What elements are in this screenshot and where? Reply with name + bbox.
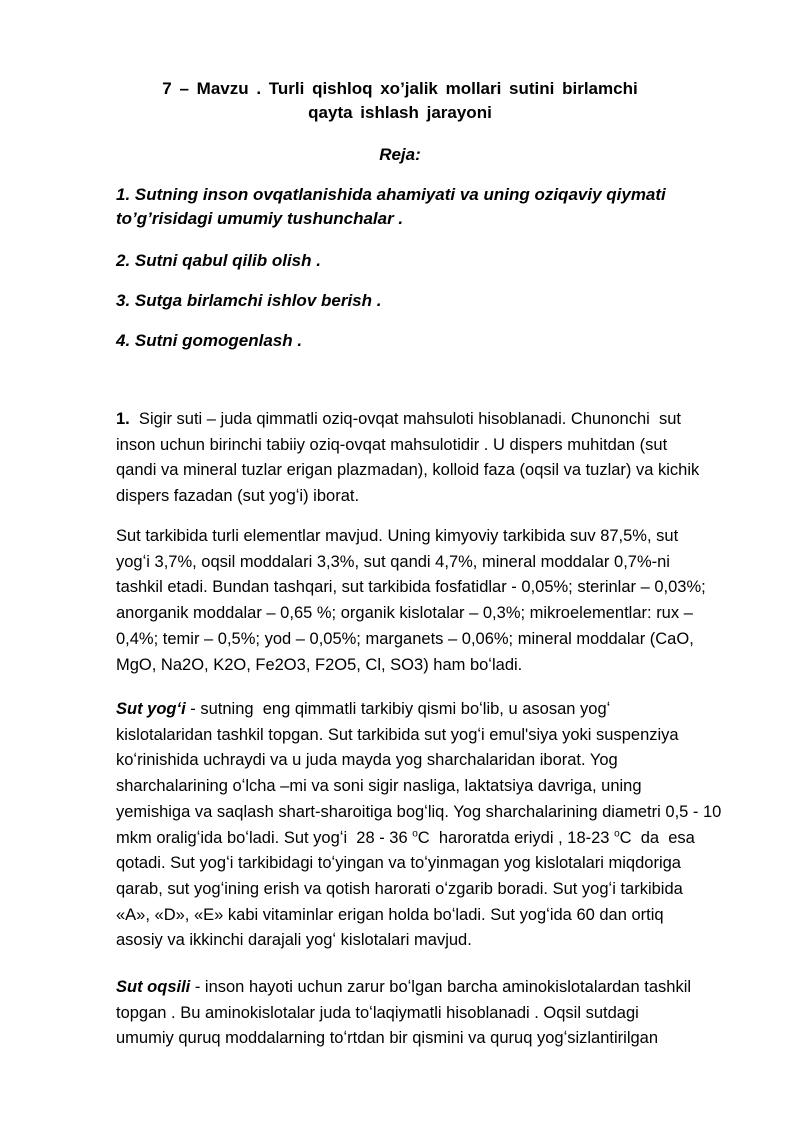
plan-item-2-line-1: 2. Sutni qabul qilib olish . [116, 251, 321, 270]
paragraph-3-line-4: sharchalarining oʻlcha –mi va soni sigir nasliga, laktatsiya davriga, uning [116, 777, 642, 796]
paragraph-2-line-5: 0,4%; temir – 0,5%; yod – 0,05%; marganets – 0,06%; mineral moddalar (CaO, [116, 629, 694, 648]
paragraph-2 [116, 524, 756, 678]
paragraph-1-line-1: Sigir suti – juda qimmatli oziq-ovqat mahsuloti hisoblanadi. Chunonchi sut [129, 410, 681, 428]
paragraph-3-line-8: qarab, sut yogʻining erish va qotish harorati oʻzgarib boradi. Sut yogʻi tarkibida [116, 879, 683, 898]
title-line-1: 7 – Mavzu . Turli qishloq xo’jalik mollari sutini birlamchi [162, 79, 638, 98]
paragraph-number: 1. [116, 410, 130, 428]
paragraph-3-line-7: qotadi. Sut yogʻi tarkibidagi toʻyingan va toʻyinmagan yog kislotalari miqdoriga [116, 854, 681, 873]
plan-heading: Reja: [379, 145, 421, 164]
paragraph-2-line-3: tashkil etadi. Bundan tashqari, sut tarkibida fosfatidlar - 0,05%; sterinlar – 0,03%; [116, 578, 706, 597]
paragraph-4 [116, 975, 756, 1052]
plan-item-3-line-1: 3. Sutga birlamchi ishlov berish . [116, 291, 382, 310]
plan-item-4 [116, 329, 696, 353]
paragraph-3 [116, 697, 756, 954]
paragraph-1-line-4: dispers fazadan (sut yogʻi) iborat. [116, 487, 360, 506]
plan-item-2 [116, 249, 696, 273]
term-sut-oqsili: Sut oqsili [116, 978, 191, 996]
paragraph-1-line-2: inson uchun birinchi tabiiy oziq-ovqat mahsulotidir . U dispers muhitdan (sut [116, 435, 668, 454]
paragraph-4-line-1: - inson hayoti uchun zarur boʻlgan barcha aminokislotalardan tashkil [190, 978, 692, 996]
plan-item-3 [116, 289, 696, 313]
paragraph-3-line-5: yemishiga va saqlash shart-sharoitiga bogʻliq. Yog sharchalarining diametri 0,5 - 10 [116, 802, 722, 821]
plan-item-1-line-2: to’g’risidagi umumiy tushunchalar . [116, 209, 404, 228]
paragraph-4-line-2: topgan . Bu aminokislotalar juda toʻlaqiymatli hisoblanadi . Oqsil sutdagi [116, 1003, 639, 1022]
paragraph-3-line-10: asosiy va ikkinchi darajali yogʻ kislotalari mavjud. [116, 931, 472, 950]
paragraph-1-line-3: qandi va mineral tuzlar erigan plazmadan), kolloid faza (oqsil va tuzlar) va kichik [116, 461, 700, 480]
term-sut-yogi: Sut yogʻi [116, 700, 186, 718]
plan-item-1 [116, 183, 696, 231]
paragraph-3-line-3: koʻrinishida uchraydi va u juda mayda yog sharchalaridan iborat. Yog [116, 751, 618, 770]
paragraph-2-line-4: anorganik moddalar – 0,65 %; organik kislotalar – 0,3%; mikroelementlar: rux – [116, 604, 693, 623]
title-line-2: qayta ishlash jarayoni [308, 102, 492, 122]
document-title [0, 77, 800, 124]
plan-item-1-line-1: 1. Sutning inson ovqatlanishida ahamiyati va uning oziqaviy qiymati [116, 185, 666, 204]
paragraph-3-line-6-a: mkm oraligʻida boʻladi. Sut yogʻi 28 - 36 [116, 828, 413, 847]
paragraph-3-line-9: «A», «D», «E» kabi vitaminlar erigan holda boʻladi. Sut yogʻida 60 dan ortiq [116, 905, 664, 924]
paragraph-4-line-3: umumiy quruq moddalarning toʻrtdan bir qismini va quruq yogʻsizlantirilgan [116, 1029, 659, 1048]
paragraph-3-line-6-b: C haroratda eriydi , 18-23 [417, 828, 615, 847]
degree-sign-2: o [614, 828, 620, 840]
paragraph-2-line-6: MgO, Na2O, K2O, Fe2O3, F2O5, Cl, SO3) ham boʻladi. [116, 655, 523, 674]
paragraph-2-line-1: Sut tarkibida turli elementlar mavjud. Uning kimyoviy tarkibida suv 87,5%, sut [116, 527, 679, 545]
paragraph-2-line-2: yogʻi 3,7%, oqsil moddalari 3,3%, sut qandi 4,7%, mineral moddalar 0,7%-ni [116, 552, 670, 571]
paragraph-3-line-1: - sutning eng qimmatli tarkibiy qismi boʻlib, u asosan yogʻ [185, 700, 611, 718]
paragraph-1 [116, 407, 756, 510]
degree-sign-1: o [412, 828, 418, 840]
paragraph-3-line-6 [116, 826, 756, 852]
plan-item-4-line-1: 4. Sutni gomogenlash . [116, 331, 303, 350]
paragraph-3-line-2: kislotalaridan tashkil topgan. Sut tarkibida sut yogʻi emul'siya yoki suspenziya [116, 725, 679, 744]
paragraph-3-line-6-c: C da esa [619, 828, 695, 847]
